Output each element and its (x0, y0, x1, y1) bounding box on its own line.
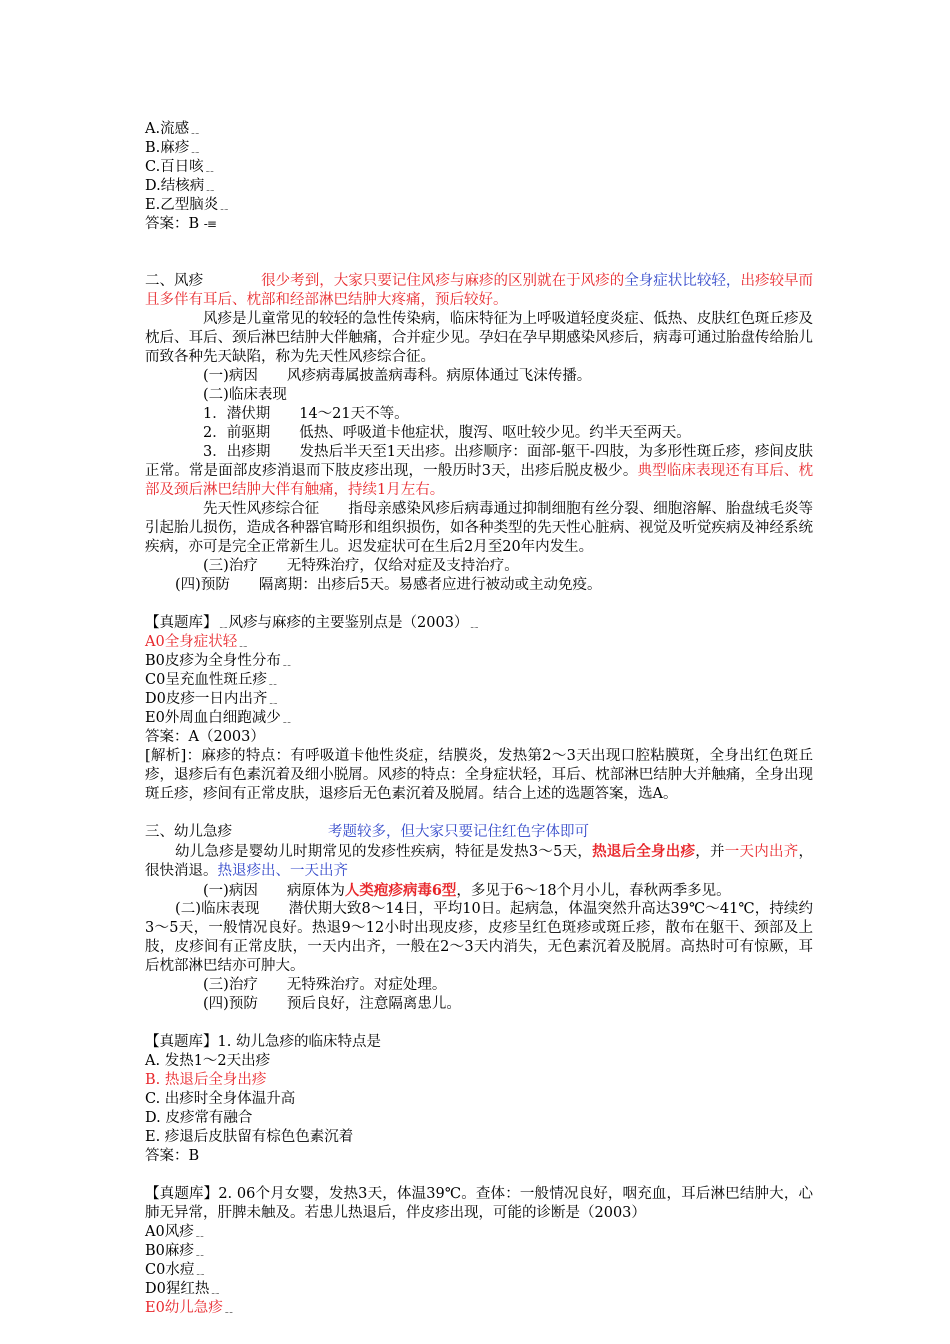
q2-option-d: D. 皮疹常有融合 (145, 1110, 253, 1126)
rubella-heading: 二、风疹 (145, 273, 204, 289)
roseola-clinical: (二)临床表现 潜伏期大致8～14日，平均10日。起病急，体温突然升高达39℃～41℃，持续约3～5天，一般情况良好。热退9～12小时出现皮疹，皮疹呈红色斑疹或斑丘疹，散布在躯干、颈部及上肢，皮疹间有正常皮肤，一天内出齐，一般在2～3天内消失，无色素沉着及脱屑。高热时可有惊厥，耳后枕部淋巴结亦可肿大。 (145, 901, 813, 974)
rubella-incubation: 1．潜伏期 14～21天不等。 (203, 406, 409, 422)
q3-option-e: E0幼儿急疹﹎ (145, 1300, 234, 1316)
q1-option-c: C0呈充血性斑丘疹﹎ (145, 672, 278, 688)
q1-stem: 【真题库】﹎风疹与麻疹的主要鉴别点是（2003）﹎ (145, 615, 480, 631)
q0-option-e: E.乙型脑炎﹎ (145, 197, 230, 213)
q1-analysis: [解析]：麻疹的特点：有呼吸道卡他性炎症，结膜炎，发热第2～3天出现口腔粘膜斑，全身出红色斑丘疹，退疹后有色素沉着及细小脱屑。风疹的特点：全身症状轻，耳后、枕部淋巴结肿大并触痛，全身出现斑丘疹，疹间有正常皮肤，退疹后无色素沉着及脱屑。结合上述的选题答案，选A。 (145, 748, 813, 802)
q2-answer: 答案：B (145, 1148, 200, 1164)
rubella-treatment: (三)治疗 无特殊治疗，仅给对症及支持治疗。 (203, 558, 519, 574)
q3-stem: 【真题库】2. 06个月女婴，发热3天，体温39℃。查体：一般情况良好，咽充血，耳后淋巴结肿大，心肺无异常，肝脾未触及。若患儿热退后，伴皮疹出现，可能的诊断是（2003） (145, 1186, 813, 1221)
rubella-prodrome: 2．前驱期 低热、呼吸道卡他症状，腹泻、呕吐较少见。约半天至两天。 (203, 425, 691, 441)
q2-option-c: C. 出疹时全身体温升高 (145, 1091, 296, 1107)
q2-option-e: E. 疹退后皮肤留有棕色色素沉着 (145, 1129, 354, 1145)
q3-option-c: C0水痘﹎ (145, 1262, 206, 1278)
rubella-heading-block (145, 272, 813, 310)
q2-option-a: A. 发热1～2天出疹 (145, 1053, 271, 1069)
roseola-heading: 三、幼儿急疹 (145, 824, 232, 840)
q0-answer: 答案：B -≡ (145, 216, 216, 232)
document-page (145, 120, 813, 1318)
rubella-cause: (一)病因 风疹病毒属披盖病毒科。病原体通过飞沫传播。 (203, 368, 592, 384)
q1-option-d: D0皮疹一日内出齐﹎ (145, 691, 279, 707)
roseola-heading-block (145, 823, 813, 842)
q1-answer: 答案：A（2003） (145, 729, 265, 745)
q2-option-b: B. 热退后全身出疹 (145, 1072, 267, 1088)
rubella-prevention: (四)预防 隔离期：出疹后5天。易感者应进行被动或主动免疫。 (175, 577, 602, 593)
q1-option-b: B0皮疹为全身性分布﹎ (145, 653, 292, 669)
rubella-rash-red: 典型临床表现还有耳后、枕部及颈后淋巴结肿大伴有触痛，持续1月左右。 (145, 463, 813, 498)
q0-option-d: D.结核病﹎ (145, 178, 216, 194)
q2-stem: 【真题库】1. 幼儿急疹的临床特点是 (145, 1034, 381, 1050)
rubella-note-blue: 全身症状比较轻， (624, 273, 741, 289)
rubella-note-red: 很少考到，大家只要记住风疹与麻疹的区别就在于风疹的 (261, 273, 625, 289)
roseola-intro: 幼儿急疹是婴幼儿时期常见的发疹性疾病，特征是发热3～5天，热退后全身出疹，并一天内出齐，很快消退。热退疹出、一天出齐 (145, 843, 814, 879)
rubella-rash: 3．出疹期 发热后半天至1天出疹。出疹顺序：面部-躯干-四肢，为多形性斑丘疹，疹间皮肤正常。常是面部皮疹消退而下肢皮疹出现，一般历时3天，出疹后脱皮极少。典型临床表现还有耳后、枕部及颈后淋巴结肿大伴有触痛，持续1月左右。 (145, 444, 813, 498)
roseola-note: 考题较多，但大家只要记住红色字体即可 (328, 824, 589, 840)
q3-option-a: A0风疹﹎ (145, 1224, 205, 1240)
roseola-cause: (一)病因 病原体为人类疱疹病毒6型，多见于6～18个月小儿，春秋两季多见。 (203, 882, 731, 899)
q3-option-d: D0猩红热﹎ (145, 1281, 221, 1297)
q0-option-b: B.麻疹﹎ (145, 140, 201, 156)
rubella-clinical: (二)临床表现 (203, 387, 287, 403)
q0-option-a: A.流感﹎ (145, 121, 201, 137)
rubella-congenital: 先天性风疹综合征 指母亲感染风疹后病毒通过抑制细胞有丝分裂、细胞溶解、胎盘绒毛炎等引起胎儿损伤，造成各种器官畸形和组织损伤，如各种类型的先天性心脏病、视觉及听觉疾病及神经系统疾病，亦可是完全正常新生儿。迟发症状可在生后2月至20年内发生。 (145, 501, 813, 555)
rubella-intro: 风疹是儿童常见的较轻的急性传染病，临床特征为上呼吸道轻度炎症、低热、皮肤红色斑丘疹及枕后、耳后、颈后淋巴结肿大伴触痛，合并症少见。孕妇在孕早期感染风疹后，病毒可通过胎盘传给胎儿而致各种先天缺陷，称为先天性风疹综合征。 (145, 311, 813, 365)
q3-option-b: B0麻疹﹎ (145, 1243, 205, 1259)
q1-option-a: A0全身症状轻﹎ (145, 634, 249, 650)
roseola-prevention: (四)预防 预后良好，注意隔离患儿。 (203, 996, 461, 1012)
roseola-treatment: (三)治疗 无特殊治疗。对症处理。 (203, 977, 447, 993)
q0-option-c: C.百日咳﹎ (145, 159, 215, 175)
rubella-note-red2: 出疹较早而且多伴有耳后、枕部和经部淋巴结肿大疼痛，预后较好。 (145, 273, 814, 308)
q1-option-e: E0外周血白细跑减少﹎ (145, 710, 292, 726)
